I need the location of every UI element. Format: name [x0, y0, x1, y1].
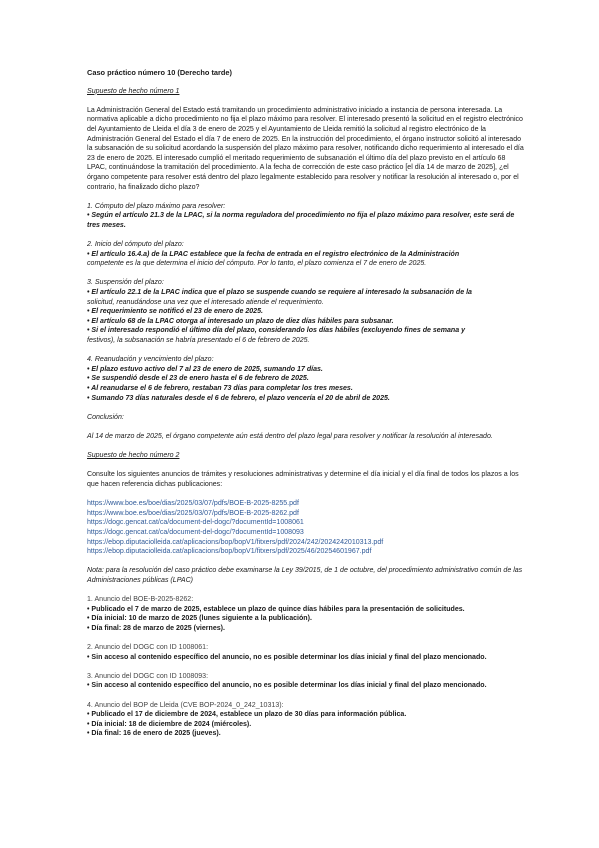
- case1-section-3-bullet-1-cont: solicitud, reanudándose una vez que el interesado atiende el requerimiento.: [87, 298, 324, 306]
- announcement-1-bullet-2: • Día inicial: 10 de marzo de 2025 (lunes siguiente a la publicación).: [87, 615, 312, 623]
- announcement-1-heading: 1. Anuncio del BOE-B-2025-8262:: [87, 596, 194, 604]
- link-list: [87, 499, 527, 557]
- case1-section-3-bullet-2: • El requerimiento se notificó el 23 de enero de 2025.: [87, 308, 263, 316]
- case2-note: Nota: para la resolución del caso práctico debe examinarse la Ley 39/2015, de 1 de octubre, del procedimiento administrativo común de las Administraciones públicas (LPAC): [87, 567, 523, 584]
- case2-heading: Supuesto de hecho número 2: [87, 452, 180, 460]
- boe-link-8262[interactable]: https://www.boe.es/boe/dias/2025/03/07/pdfs/BOE-B-2025-8262.pdf: [87, 509, 299, 517]
- case1-section-2-heading: 2. Inicio del cómputo del plazo:: [87, 241, 184, 249]
- case1-heading: Supuesto de hecho número 1: [87, 87, 180, 95]
- bop-link-2025[interactable]: https://ebop.diputaciolleida.cat/aplicacions/bop/bopV1/fitxers/pdf/2025/46/20254601967.pdf: [87, 548, 372, 556]
- boe-link-8255[interactable]: https://www.boe.es/boe/dias/2025/03/07/pdfs/BOE-B-2025-8255.pdf: [87, 500, 299, 508]
- announcement-3-heading: 3. Anuncio del DOGC con ID 1008093:: [87, 672, 209, 680]
- case1-section-3-heading: 3. Suspensión del plazo:: [87, 279, 164, 287]
- announcement-4-bullet-2: • Día inicial: 18 de diciembre de 2024 (miércoles).: [87, 720, 252, 728]
- document-page: [87, 68, 527, 739]
- case1-section-1-heading: 1. Cómputo del plazo máximo para resolver:: [87, 202, 226, 210]
- case1-section-1-text: • Según el artículo 21.3 de la LPAC, si la norma reguladora del procedimiento no fija el plazo máximo para resolver, este será de tres meses.: [87, 212, 515, 229]
- case1-section-4-heading: 4. Reanudación y vencimiento del plazo:: [87, 356, 214, 364]
- case1-section-4-bullet-1: • El plazo estuvo activo del 7 al 23 de enero de 2025, sumando 17 días.: [87, 365, 323, 373]
- announcement-2-heading: 2. Anuncio del DOGC con ID 1008061:: [87, 644, 209, 652]
- case1-section-3-bullet-3: • El artículo 68 de la LPAC otorga al interesado un plazo de diez días hábiles para subsanar.: [87, 317, 394, 325]
- case1-section-2-text: competente es la que determina el inicio del cómputo. Por lo tanto, el plazo comienza el 7 de enero de 2025.: [87, 260, 427, 268]
- case1-statement: La Administración General del Estado está tramitando un procedimiento administrativo iniciado a instancia de persona interesada. La normativa aplicable a dicho procedimiento no fija el plazo máximo para resolver. El interesado presentó la solicitud en el registro electrónico del Ayuntamiento de Lleida el día 3 de enero de 2025 y el Ayuntamiento de Lleida remitió la solicitud al registro electrónico de la Administración General del Estado el día 7 de enero de 2025. En la instrucción del procedimiento, el órgano instructor solicitó al interesado la subsanación de su solicitud acordando la suspensión del plazo máximo para resolver, notificando dicho requerimiento al interesado el día 23 de enero de 2025. El interesado cumplió el meritado requerimiento de subsanación el último día del plazo previsto en el artículo 68 LPAC, continuándose la tramitación del procedimiento. A la fecha de corrección de este caso práctico [el día 14 de marzo de 2025], ¿el órgano competente para resolver está dentro del plazo legalmente establecido para resolver y notificar la resolución al interesado o, por el contrario, ha finalizado dicho plazo?: [87, 106, 524, 191]
- dogc-link-1008093[interactable]: https://dogc.gencat.cat/ca/document-del-dogc/?documentId=1008093: [87, 528, 304, 536]
- announcement-2-bullet-1: • Sin acceso al contenido específico del anuncio, no es posible determinar los días inicial y final del plazo mencionado.: [87, 653, 487, 661]
- case1-section-4-bullet-3: • Al reanudarse el 6 de febrero, restaban 73 días para completar los tres meses.: [87, 385, 353, 392]
- conclusion-text: Al 14 de marzo de 2025, el órgano competente aún está dentro del plazo legal para resolver y notificar la resolución al interesado.: [87, 432, 493, 440]
- case2-statement: Consulte los siguientes anuncios de trámites y resoluciones administrativas y determine el día inicial y el día final de todos los plazos a los que hacen referencia dichas publicaciones:: [87, 471, 519, 488]
- announcement-4-bullet-3: • Día final: 16 de enero de 2025 (jueves).: [87, 730, 221, 738]
- case1-section-3-bullet-4: • Si el interesado respondió el último día del plazo, considerando los días hábiles (excluyendo fines de semana y: [87, 327, 466, 335]
- bop-link-2024[interactable]: https://ebop.diputaciolleida.cat/aplicacions/bop/bopV1/fitxers/pdf/2024/242/2024242010313.pdf: [87, 538, 384, 546]
- announcement-3-bullet-1: • Sin acceso al contenido específico del anuncio, no es posible determinar los días inicial y final del plazo mencionado.: [87, 682, 487, 690]
- case1-section-3-bullet-4-cont: festivos), la subsanación se habría presentado el 6 de febrero de 2025.: [87, 337, 310, 345]
- document-title: Caso práctico número 10 (Derecho tarde): [87, 68, 232, 77]
- conclusion-heading: Conclusión:: [87, 413, 124, 421]
- case1-section-2-bold: • El artículo 16.4.a) de la LPAC establece que la fecha de entrada en el registro electrónico de la Administración: [87, 250, 460, 258]
- dogc-link-1008061[interactable]: https://dogc.gencat.cat/ca/document-del-dogc/?documentId=1008061: [87, 519, 304, 527]
- case1-section-3-bullet-1: • El artículo 22.1 de la LPAC indica que el plazo se suspende cuando se requiere al interesado la subsanación de la: [87, 289, 472, 297]
- announcement-4-heading: 4. Anuncio del BOP de Lleida (CVE BOP-2024_0_242_10313):: [87, 701, 284, 709]
- announcement-1-bullet-3: • Día final: 28 de marzo de 2025 (viernes).: [87, 624, 225, 632]
- announcement-1-bullet-1: • Publicado el 7 de marzo de 2025, establece un plazo de quince días hábiles para la presentación de solicitudes.: [87, 605, 465, 613]
- announcement-4-bullet-1: • Publicado el 17 de diciembre de 2024, establece un plazo de 30 días para información pública.: [87, 711, 407, 719]
- case1-section-4-bullet-4: • Sumando 73 días naturales desde el 6 de febrero, el plazo vencería el 20 de abril de 2025.: [87, 394, 390, 402]
- case1-section-4-bullet-2: • Se suspendió desde el 23 de enero hasta el 6 de febrero de 2025.: [87, 375, 309, 383]
